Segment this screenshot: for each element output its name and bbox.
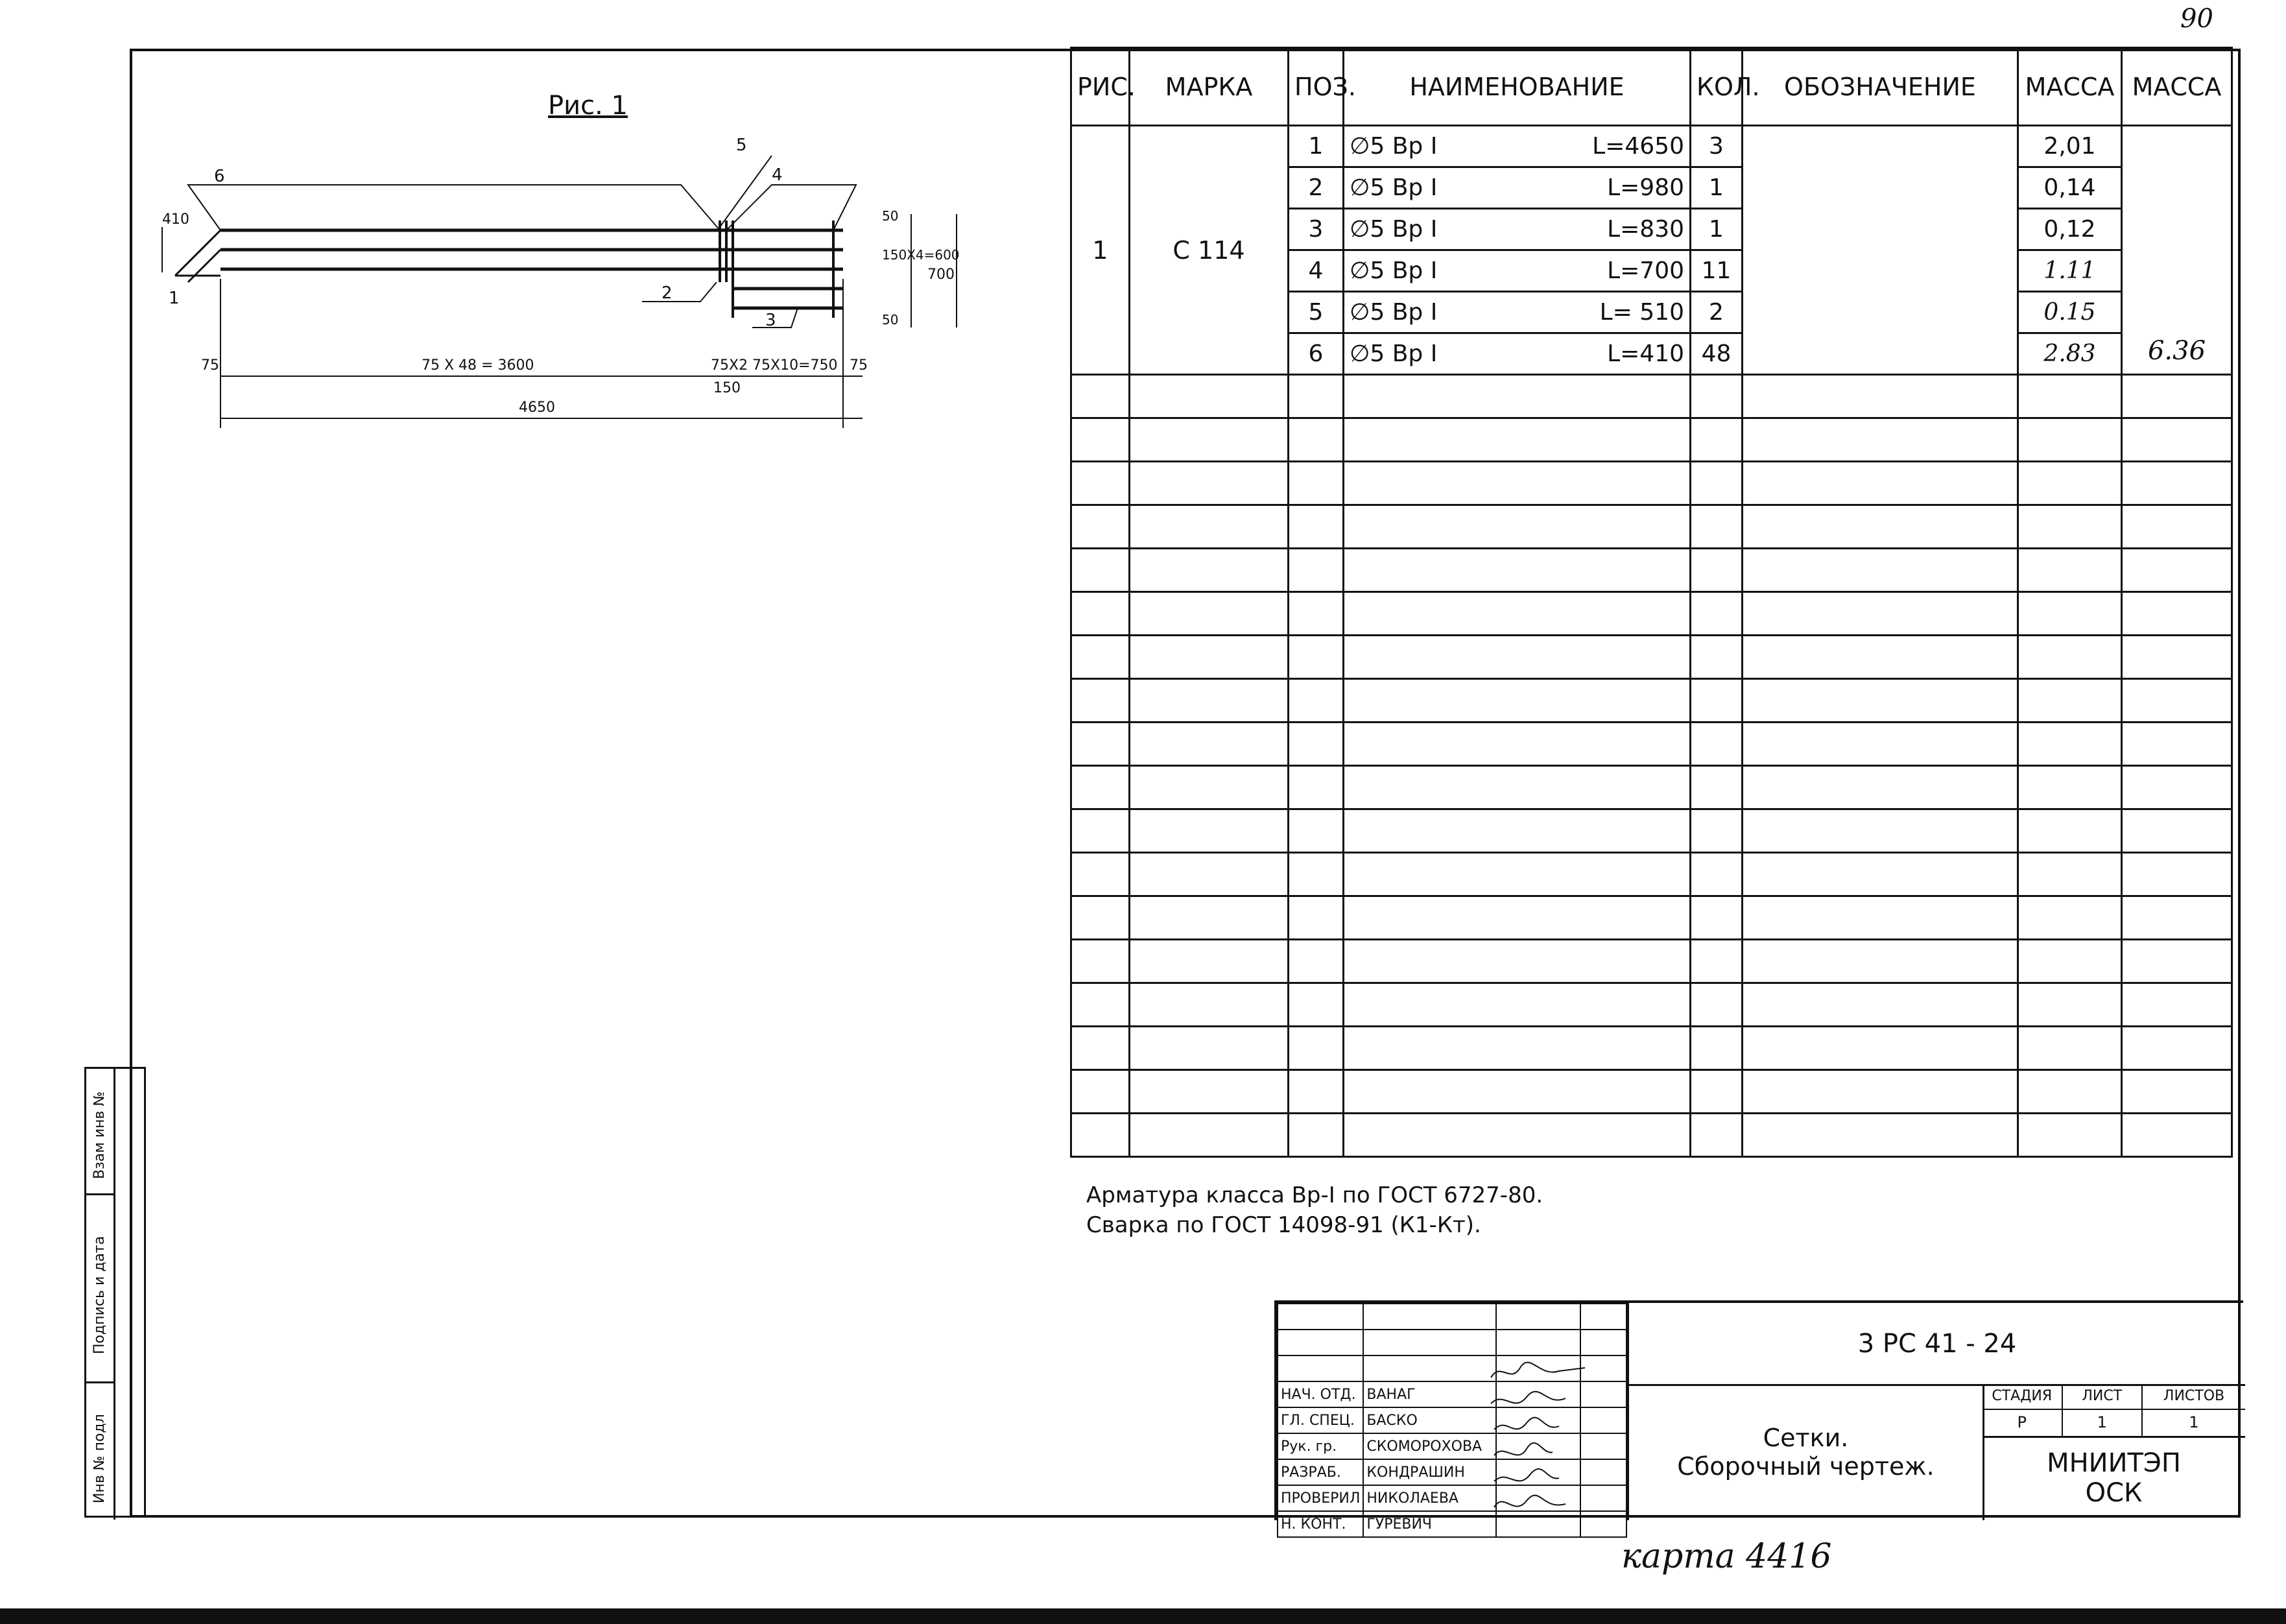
designation-cell <box>1743 126 2018 375</box>
sheet-value: 1 <box>2097 1413 2107 1431</box>
callout-2: 2 <box>661 283 673 303</box>
name-text: ∅5 Вр I <box>1350 299 1438 326</box>
length-text: L=410 <box>1607 340 1684 367</box>
side-stamp <box>84 1067 146 1518</box>
empty-table-row <box>1071 809 2232 853</box>
mass-cell: 2,01 <box>2018 126 2122 167</box>
dim-150: 150 <box>713 380 741 396</box>
col-header: ПОЗ. <box>1289 48 1344 126</box>
sig-role: Рук. гр. <box>1278 1433 1363 1459</box>
sig-name: СКОМОРОХОВА <box>1363 1433 1496 1459</box>
sig-name: НИКОЛАЕВА <box>1363 1485 1496 1511</box>
col-header: МАРКА <box>1130 48 1289 126</box>
side-stamp-label: Взам инв № <box>91 1091 108 1179</box>
name-text: ∅5 Вр I <box>1350 216 1438 243</box>
empty-table-row <box>1071 375 2232 418</box>
mass-cell: 0.15 <box>2018 292 2122 333</box>
dim-4650: 4650 <box>519 400 555 416</box>
pos-cell: 6 <box>1289 333 1344 375</box>
length-text: L= 510 <box>1599 299 1684 326</box>
empty-table-row <box>1071 1114 2232 1157</box>
stage-header: СТАДИЯ <box>1982 1384 2062 1410</box>
sig-role: ГЛ. СПЕЦ. <box>1278 1407 1363 1433</box>
pos-cell: 5 <box>1289 292 1344 333</box>
empty-table-row <box>1071 549 2232 592</box>
document-code: 3 РС 41 - 24 <box>1857 1328 2017 1359</box>
sig-role: РАЗРАБ. <box>1278 1459 1363 1485</box>
name-cell <box>1344 126 1691 167</box>
note-line: Сварка по ГОСТ 14098-91 (К1-Кт). <box>1086 1212 1481 1238</box>
callout-1: 1 <box>169 289 180 308</box>
dim-50-bottom: 50 <box>882 312 899 328</box>
empty-table-row <box>1071 1027 2232 1070</box>
empty-table-row <box>1071 418 2232 462</box>
sig-role: ПРОВЕРИЛ <box>1278 1485 1363 1511</box>
specification-table <box>1070 47 2233 1158</box>
col-header: НАИМЕНОВАНИЕ <box>1344 48 1691 126</box>
empty-table-row <box>1071 462 2232 505</box>
signature-grid <box>1277 1303 1627 1533</box>
callout-4: 4 <box>772 165 783 185</box>
pos-cell: 1 <box>1289 126 1344 167</box>
table-row <box>1071 126 2232 167</box>
org-name: МНИИТЭП <box>2047 1448 2181 1478</box>
qty-cell: 1 <box>1691 167 1743 209</box>
side-stamp-label: Подпись и дата <box>91 1236 108 1354</box>
sig-name: КОНДРАШИН <box>1363 1459 1496 1485</box>
length-text: L=4650 <box>1592 133 1684 160</box>
callout-6: 6 <box>214 167 225 186</box>
empty-table-row <box>1071 722 2232 766</box>
qty-cell: 48 <box>1691 333 1743 375</box>
dim-3600: 75 X 48 = 3600 <box>422 357 534 374</box>
mass-cell: 0,14 <box>2018 167 2122 209</box>
dim-410: 410 <box>162 211 189 228</box>
pos-cell: 4 <box>1289 250 1344 292</box>
length-text: L=980 <box>1607 174 1684 201</box>
note-line: Арматура класса Вр-I по ГОСТ 6727-80. <box>1086 1182 1543 1208</box>
name-text: ∅5 Вр I <box>1350 340 1438 367</box>
org-name: ОСК <box>2085 1478 2143 1508</box>
figure-caption: Рис. 1 <box>548 91 628 121</box>
empty-table-row <box>1071 592 2232 636</box>
col-header: МАССА <box>2018 48 2122 126</box>
pos-cell: 2 <box>1289 167 1344 209</box>
scan-edge <box>0 1608 2286 1624</box>
sig-name: БАСКО <box>1363 1407 1496 1433</box>
empty-table-row <box>1071 1070 2232 1114</box>
table-header-row <box>1071 48 2232 126</box>
empty-table-row <box>1071 940 2232 983</box>
page-number: 90 <box>2180 4 2213 34</box>
mass-cell: 2.83 <box>2018 333 2122 375</box>
title-line: Сборочный чертеж. <box>1677 1452 1935 1481</box>
notes <box>1086 1180 1543 1240</box>
sig-role: НАЧ. ОТД. <box>1278 1381 1363 1407</box>
sheets-value: 1 <box>2189 1413 2199 1431</box>
total-mass-cell: 6.36 <box>2122 126 2232 375</box>
col-header: МАССА <box>2122 48 2232 126</box>
title-block-right <box>1627 1303 2245 1520</box>
title-line: Сетки. <box>1763 1424 1849 1452</box>
name-cell <box>1344 209 1691 250</box>
mesh-drawing <box>149 130 992 441</box>
callout-3: 3 <box>765 311 776 330</box>
handwritten-note: карта 4416 <box>1621 1537 1832 1576</box>
signature-scribbles <box>1488 1358 1604 1520</box>
length-text: L=830 <box>1607 216 1684 243</box>
name-cell <box>1344 292 1691 333</box>
dim-75x2: 75X2 <box>711 357 748 374</box>
stage-value: Р <box>2017 1413 2027 1431</box>
name-text: ∅5 Вр I <box>1350 174 1438 201</box>
dim-700: 700 <box>927 267 955 283</box>
dim-75-left: 75 <box>201 357 219 374</box>
dim-750: 75X10=750 <box>752 357 838 374</box>
empty-table-row <box>1071 766 2232 809</box>
mass-cell: 0,12 <box>2018 209 2122 250</box>
mass-cell: 1.11 <box>2018 250 2122 292</box>
empty-table-row <box>1071 896 2232 940</box>
qty-cell: 3 <box>1691 126 1743 167</box>
name-cell <box>1344 333 1691 375</box>
dim-600: 150X4=600 <box>882 247 960 263</box>
sig-name: ГУРЕВИЧ <box>1363 1511 1496 1537</box>
empty-table-row <box>1071 636 2232 679</box>
name-cell <box>1344 250 1691 292</box>
dim-50-top: 50 <box>882 208 899 224</box>
name-cell <box>1344 167 1691 209</box>
sig-role: Н. КОНТ. <box>1278 1511 1363 1537</box>
title-block <box>1274 1300 2243 1533</box>
fig-cell: 1 <box>1071 126 1130 375</box>
name-text: ∅5 Вр I <box>1350 133 1438 160</box>
dim-75-right: 75 <box>850 357 868 374</box>
pos-cell: 3 <box>1289 209 1344 250</box>
sheet-header: ЛИСТ <box>2063 1384 2142 1410</box>
empty-table-row <box>1071 983 2232 1027</box>
name-text: ∅5 Вр I <box>1350 257 1438 284</box>
side-stamp-label: Инв № подл <box>91 1414 108 1503</box>
col-header: РИС. <box>1071 48 1130 126</box>
col-header: ОБОЗНАЧЕНИЕ <box>1743 48 2018 126</box>
empty-table-row <box>1071 853 2232 896</box>
callout-5: 5 <box>736 136 747 155</box>
sig-name: ВАНАГ <box>1363 1381 1496 1407</box>
qty-cell: 11 <box>1691 250 1743 292</box>
qty-cell: 2 <box>1691 292 1743 333</box>
sheets-header: ЛИСТОВ <box>2143 1384 2245 1410</box>
empty-table-row <box>1071 505 2232 549</box>
mark-cell: С 114 <box>1130 126 1289 375</box>
empty-table-row <box>1071 679 2232 722</box>
col-header: КОЛ. <box>1691 48 1743 126</box>
length-text: L=700 <box>1607 257 1684 284</box>
qty-cell: 1 <box>1691 209 1743 250</box>
